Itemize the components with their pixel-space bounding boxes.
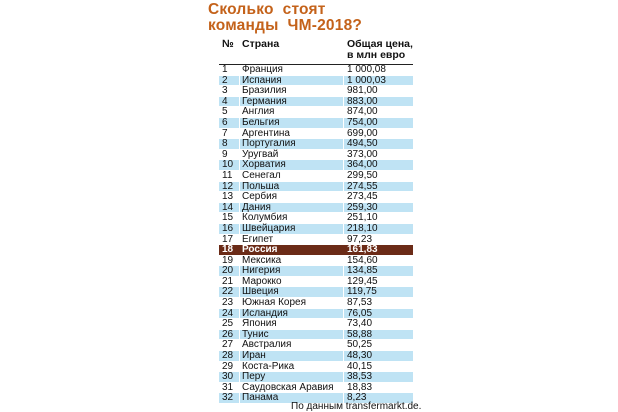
column-separator [343, 309, 344, 319]
column-separator [343, 107, 344, 117]
column-separator [239, 393, 240, 403]
column-separator [343, 235, 344, 245]
row-number: 3 [222, 85, 228, 97]
column-separator [343, 150, 344, 160]
table-row [219, 171, 413, 182]
column-separator [343, 351, 344, 361]
row-country: Иран [242, 350, 266, 362]
column-separator [239, 86, 240, 96]
column-separator [343, 171, 344, 181]
row-number: 13 [222, 191, 234, 203]
row-price: 48,30 [347, 350, 373, 362]
row-country: Южная Корея [242, 297, 306, 309]
column-separator [343, 118, 344, 128]
column-separator [343, 383, 344, 393]
row-price: 1 000,08 [347, 64, 386, 75]
row-number: 17 [222, 233, 234, 245]
column-separator [239, 182, 240, 192]
row-country: Панама [242, 392, 279, 404]
column-separator [239, 383, 240, 393]
row-number: 20 [222, 265, 234, 277]
row-price: 494,50 [347, 138, 378, 150]
chart-title [208, 2, 362, 34]
row-country: Хорватия [242, 159, 286, 171]
row-number: 8 [222, 138, 228, 150]
row-number: 21 [222, 275, 234, 287]
row-price: 87,53 [347, 297, 373, 309]
column-separator [239, 298, 240, 308]
column-separator [239, 330, 240, 340]
row-price: 50,25 [347, 339, 373, 351]
row-price: 373,00 [347, 148, 378, 160]
row-price: 8,23 [347, 392, 367, 404]
column-separator [343, 97, 344, 107]
column-separator [343, 266, 344, 276]
row-country: Аргентина [242, 127, 290, 139]
table-row [219, 224, 413, 235]
header-price-line-2: в млн евро [347, 49, 406, 61]
header-number: № [222, 38, 234, 50]
row-price: 73,40 [347, 318, 373, 330]
row-number: 25 [222, 318, 234, 330]
row-country: Япония [242, 318, 277, 330]
column-separator [239, 372, 240, 382]
row-price: 874,00 [347, 106, 378, 118]
row-price: 119,75 [347, 286, 377, 298]
row-price: 1 000,03 [347, 74, 386, 86]
row-number: 14 [222, 201, 234, 213]
row-number: 4 [222, 95, 228, 107]
row-number: 1 [222, 64, 228, 75]
column-separator [239, 76, 240, 86]
column-separator [343, 86, 344, 96]
column-separator [343, 256, 344, 266]
row-number: 31 [222, 381, 234, 393]
column-separator [239, 309, 240, 319]
row-price: 38,53 [347, 371, 373, 383]
column-separator [239, 150, 240, 160]
column-separator [239, 118, 240, 128]
row-country: Германия [242, 95, 287, 107]
column-separator [343, 160, 344, 170]
source-note: По данным transfermarkt.de. [291, 401, 422, 412]
row-price: 274,55 [347, 180, 378, 192]
table-row [219, 65, 413, 76]
column-separator [343, 129, 344, 139]
row-country: Швейцария [242, 222, 296, 234]
row-country: Саудовская Аравия [242, 381, 334, 393]
row-country: Уругвай [242, 148, 279, 160]
header-country: Страна [242, 38, 280, 50]
table-row [219, 118, 413, 129]
column-separator [239, 171, 240, 181]
column-separator [239, 203, 240, 213]
row-country: Мексика [242, 254, 282, 266]
column-separator [343, 362, 344, 372]
header-price [347, 39, 413, 61]
row-country: Коста-Рика [242, 360, 295, 372]
row-number: 5 [222, 106, 228, 118]
row-number: 32 [222, 392, 234, 404]
column-separator [343, 192, 344, 202]
row-price: 273,45 [347, 191, 378, 203]
row-country: Англия [242, 106, 275, 118]
row-price: 129,45 [347, 275, 378, 287]
title-line-1: Сколько стоят [208, 1, 326, 18]
row-number: 18 [222, 244, 234, 256]
column-separator [343, 340, 344, 350]
column-separator [343, 319, 344, 329]
column-separator [239, 192, 240, 202]
row-price: 134,85 [347, 265, 378, 277]
row-price: 883,00 [347, 95, 378, 107]
row-number: 6 [222, 116, 228, 128]
row-number: 24 [222, 307, 234, 319]
row-price: 161,83 [347, 244, 378, 256]
column-separator [239, 139, 240, 149]
row-number: 9 [222, 148, 228, 160]
header-price-line-1: Общая цена, [347, 38, 413, 50]
column-separator [239, 340, 240, 350]
row-country: Колумбия [242, 212, 288, 224]
row-country: Сенегал [242, 169, 281, 181]
row-price: 58,88 [347, 328, 373, 340]
row-number: 27 [222, 339, 234, 351]
row-country: Бельгия [242, 116, 280, 128]
column-separator [343, 139, 344, 149]
column-separator [239, 213, 240, 223]
row-price: 299,50 [347, 169, 378, 181]
row-country: Перу [242, 371, 266, 383]
column-separator [239, 277, 240, 287]
row-country: Польша [242, 180, 280, 192]
column-separator [239, 107, 240, 117]
row-country: Португалия [242, 138, 296, 150]
row-country: Египет [242, 233, 274, 245]
row-number: 30 [222, 371, 234, 383]
row-country: Испания [242, 74, 282, 86]
column-separator [239, 65, 240, 75]
row-price: 18,83 [347, 381, 373, 393]
column-separator [239, 351, 240, 361]
row-country: Швеция [242, 286, 279, 298]
column-separator [343, 287, 344, 297]
row-number: 26 [222, 328, 234, 340]
column-separator [343, 298, 344, 308]
row-country: Марокко [242, 275, 282, 287]
row-number: 28 [222, 350, 234, 362]
row-country: Исландия [242, 307, 288, 319]
column-separator [343, 224, 344, 234]
column-separator [343, 213, 344, 223]
column-separator [239, 160, 240, 170]
row-number: 2 [222, 74, 228, 86]
column-separator [239, 224, 240, 234]
row-number: 19 [222, 254, 234, 266]
column-separator [239, 256, 240, 266]
column-separator [343, 203, 344, 213]
row-number: 15 [222, 212, 234, 224]
row-price: 364,00 [347, 159, 378, 171]
column-separator [239, 129, 240, 139]
title-line-2: команды ЧМ-2018? [208, 17, 363, 34]
table-header [219, 39, 413, 63]
row-country: Бразилия [242, 85, 287, 97]
column-separator [343, 277, 344, 287]
column-separator [239, 287, 240, 297]
row-number: 12 [222, 180, 234, 192]
row-number: 7 [222, 127, 228, 139]
column-separator [343, 330, 344, 340]
row-country: Россия [242, 244, 278, 256]
row-price: 251,10 [347, 212, 378, 224]
row-number: 22 [222, 286, 234, 298]
row-price: 259,30 [347, 201, 378, 213]
column-separator [343, 182, 344, 192]
row-price: 981,00 [347, 85, 378, 97]
row-number: 11 [222, 169, 233, 181]
row-country: Нигерия [242, 265, 281, 277]
column-separator [239, 97, 240, 107]
column-separator [239, 266, 240, 276]
row-price: 699,00 [347, 127, 378, 139]
ranking-table [219, 65, 413, 404]
row-number: 29 [222, 360, 234, 372]
row-price: 218,10 [347, 222, 378, 234]
row-price: 40,15 [347, 360, 373, 372]
column-separator [343, 76, 344, 86]
row-price: 154,60 [347, 254, 378, 266]
row-price: 97,23 [347, 233, 373, 245]
row-number: 23 [222, 297, 234, 309]
row-number: 10 [222, 159, 234, 171]
row-country: Дания [242, 201, 271, 213]
column-separator [343, 65, 344, 75]
row-country: Сербия [242, 191, 278, 203]
row-price: 754,00 [347, 116, 378, 128]
column-separator [343, 372, 344, 382]
row-price: 76,05 [347, 307, 373, 319]
column-separator [239, 362, 240, 372]
row-country: Тунис [242, 328, 269, 340]
row-country: Австралия [242, 339, 292, 351]
row-country: Франция [242, 64, 283, 75]
row-number: 16 [222, 222, 234, 234]
column-separator [239, 235, 240, 245]
column-separator [239, 319, 240, 329]
